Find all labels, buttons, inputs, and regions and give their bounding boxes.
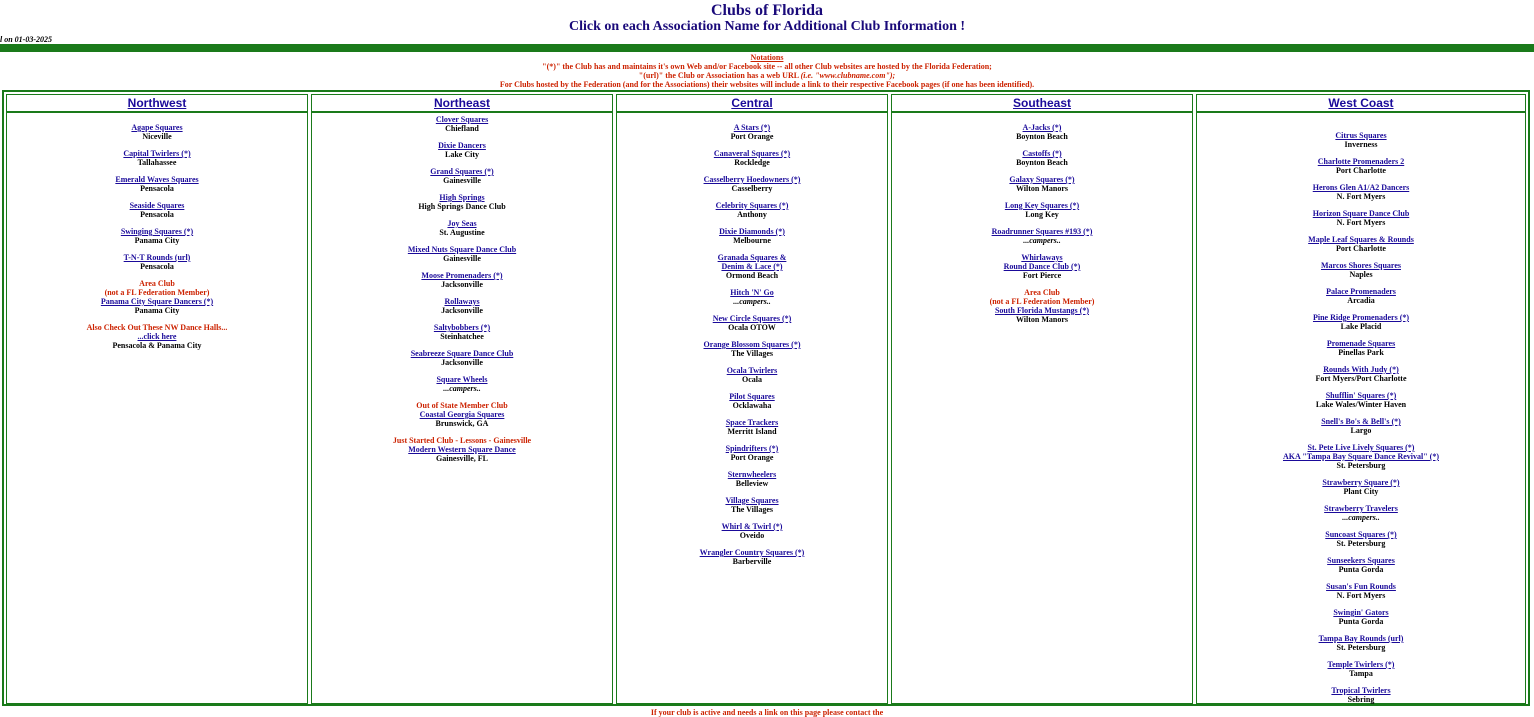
club-link[interactable]: Galaxy Squares (*) [1009, 175, 1075, 184]
club-link[interactable]: Agape Squares [131, 123, 183, 132]
club-location: Casselberry [731, 184, 773, 193]
club-link[interactable]: A Stars (*) [733, 123, 771, 132]
club-link[interactable]: Round Dance Club (*) [1003, 262, 1081, 271]
club-entry [312, 193, 612, 211]
club-link[interactable]: Grand Squares (*) [430, 167, 494, 176]
club-link[interactable]: Whirl & Twirl (*) [721, 522, 783, 531]
club-entry [617, 123, 887, 141]
club-location: Pinellas Park [1338, 348, 1384, 357]
club-link[interactable]: Spindrifters (*) [725, 444, 779, 453]
club-link[interactable]: Snell's Bo's & Bell's (*) [1321, 417, 1401, 426]
club-link[interactable]: Modern Western Square Dance [408, 445, 516, 454]
club-location: St. Petersburg [1336, 643, 1386, 652]
club-link[interactable]: Rollaways [444, 297, 480, 306]
club-link[interactable]: New Circle Squares (*) [712, 314, 792, 323]
column-northwest [4, 92, 310, 704]
club-location: Pensacola [140, 262, 174, 271]
club-link[interactable]: Castoffs (*) [1022, 149, 1062, 158]
club-location: Panama City [134, 236, 180, 245]
club-entry [7, 253, 307, 271]
club-entry [312, 349, 612, 367]
club-link[interactable]: Casselberry Hoedowners (*) [703, 175, 801, 184]
club-link[interactable]: AKA "Tampa Bay Square Dance Revival" (*) [1282, 452, 1439, 461]
club-entry [1197, 209, 1525, 227]
club-link[interactable]: Temple Twirlers (*) [1327, 660, 1395, 669]
club-link[interactable]: Mixed Nuts Square Dance Club [407, 245, 517, 254]
club-note: Just Started Club - Lessons - Gainesville [392, 436, 532, 445]
club-link[interactable]: Promenade Squares [1326, 339, 1396, 348]
club-link[interactable]: Canaveral Squares (*) [713, 149, 791, 158]
column-body-westcoast [1196, 112, 1526, 704]
club-location: Pensacola [140, 184, 174, 193]
club-entry [312, 323, 612, 341]
club-location: Jacksonville [441, 306, 483, 315]
club-entry [1197, 131, 1525, 149]
club-entry [1197, 261, 1525, 279]
club-link[interactable]: Palace Promenaders [1326, 287, 1396, 296]
club-location: Sebring [1347, 695, 1375, 704]
club-entry [1197, 608, 1525, 626]
club-location: St. Petersburg [1336, 461, 1386, 470]
club-location: Port Charlotte [1336, 244, 1386, 253]
page-title: Clubs of Florida [710, 2, 823, 19]
club-link[interactable]: Clover Squares [435, 115, 489, 124]
club-entry [892, 149, 1192, 167]
club-location: N. Fort Myers [1336, 591, 1386, 600]
club-entry [1197, 504, 1525, 522]
club-link[interactable]: A-Jacks (*) [1022, 123, 1062, 132]
club-link[interactable]: Rounds With Judy (*) [1323, 365, 1399, 374]
club-entry [617, 340, 887, 358]
club-location: Steinhatchee [440, 332, 484, 341]
club-entry [617, 149, 887, 167]
club-link[interactable]: Herons Glen A1/A2 Dancers [1312, 183, 1410, 192]
club-entry [1197, 183, 1525, 201]
club-location: Boynton Beach [1016, 158, 1068, 167]
club-link[interactable]: Capital Twirlers (*) [123, 149, 191, 158]
club-entry [312, 245, 612, 263]
club-entry [1197, 660, 1525, 678]
club-entry [1197, 339, 1525, 357]
club-location: Naples [1349, 270, 1373, 279]
club-link[interactable]: Pine Ridge Promenaders (*) [1312, 313, 1410, 322]
club-entry [312, 436, 612, 463]
club-location: Lake Placid [1340, 322, 1382, 331]
club-link[interactable]: High Springs [439, 193, 485, 202]
footer-text: If your club is active and needs a link on this page please contact the [650, 708, 884, 717]
notations-heading: Notations [750, 53, 784, 62]
club-link[interactable]: Granada Squares & [717, 253, 787, 262]
club-location: Niceville [142, 132, 172, 141]
club-entry [1197, 443, 1525, 470]
club-location: N. Fort Myers [1336, 192, 1386, 201]
club-entry [7, 227, 307, 245]
club-link[interactable]: Swingin' Gators [1333, 608, 1389, 617]
club-entry [1197, 391, 1525, 409]
club-location: Ormond Beach [725, 271, 779, 280]
club-location: ...campers.. [443, 384, 481, 393]
club-link[interactable]: Roadrunner Squares #193 (*) [991, 227, 1093, 236]
club-link[interactable]: Moose Promenaders (*) [421, 271, 503, 280]
club-link[interactable]: Swinging Squares (*) [120, 227, 194, 236]
club-entry [1197, 582, 1525, 600]
club-location: St. Augustine [439, 228, 485, 237]
club-location: Largo [1350, 426, 1372, 435]
club-link[interactable]: South Florida Mustangs (*) [994, 306, 1089, 315]
column-body-northeast [311, 112, 613, 704]
club-note: Area Club [1024, 288, 1060, 297]
club-entry [617, 366, 887, 384]
club-entry [617, 227, 887, 245]
column-header-northwest[interactable]: Northwest [6, 94, 308, 112]
notations-line-2 [0, 71, 1534, 80]
club-entry [617, 288, 887, 306]
club-location: Pensacola [140, 210, 174, 219]
club-location: Wilton Manors [1015, 315, 1069, 324]
club-note: Area Club [139, 279, 175, 288]
club-link[interactable]: Suncoast Squares (*) [1325, 530, 1397, 539]
club-entry [1197, 287, 1525, 305]
club-location: ...campers.. [733, 297, 771, 306]
club-link[interactable]: Whirlaways [1021, 253, 1063, 262]
column-body-northwest [6, 112, 308, 704]
club-entry [7, 323, 307, 350]
club-entry [617, 418, 887, 436]
club-link[interactable]: Space Trackers [725, 418, 779, 427]
club-link[interactable]: Dixie Diamonds (*) [719, 227, 785, 236]
club-entry [1197, 417, 1525, 435]
club-location: ...campers.. [1342, 513, 1380, 522]
club-link[interactable]: Saltybobbers (*) [433, 323, 491, 332]
club-entry [1197, 634, 1525, 652]
club-link[interactable]: Sunseekers Squares [1327, 556, 1395, 565]
club-entry [1197, 313, 1525, 331]
club-link[interactable]: Square Wheels [436, 375, 488, 384]
club-location: Oveido [739, 531, 765, 540]
club-entry [312, 271, 612, 289]
notations-line-2b: (i.e. "www.clubname.com"); [800, 71, 896, 80]
club-location: Ocala OTOW [728, 323, 776, 332]
column-central [614, 92, 890, 704]
club-link[interactable]: Ocala Twirlers [726, 366, 778, 375]
club-link[interactable]: Orange Blossom Squares (*) [703, 340, 801, 349]
club-location: Punta Gorda [1338, 565, 1384, 574]
club-link[interactable]: Marcos Shores Squares [1320, 261, 1401, 270]
club-entry [892, 201, 1192, 219]
club-link[interactable]: Seabreeze Square Dance Club [410, 349, 514, 358]
club-entry [1197, 530, 1525, 548]
column-westcoast [1194, 92, 1528, 704]
club-location: Boynton Beach [1016, 132, 1068, 141]
club-entry [892, 253, 1192, 280]
club-location: Merritt Island [727, 427, 777, 436]
club-location: Lake Wales/Winter Haven [1315, 400, 1407, 409]
club-entry [892, 123, 1192, 141]
club-location: Brunswick, GA [435, 419, 489, 428]
club-link[interactable]: Denim & Lace (*) [721, 262, 783, 271]
club-location: Punta Gorda [1338, 617, 1384, 626]
club-entry [1197, 235, 1525, 253]
club-location: Barberville [732, 557, 772, 566]
club-entry [312, 297, 612, 315]
club-entry [312, 167, 612, 185]
club-link[interactable]: Horizon Square Dance Club [1312, 209, 1410, 218]
column-body-southeast [891, 112, 1193, 704]
club-link[interactable]: Strawberry Travelers [1324, 504, 1398, 513]
club-entry [312, 141, 612, 159]
club-location: The Villages [730, 349, 773, 358]
page-subtitle: Click on each Association Name for Additional Club Information ! [568, 19, 966, 34]
club-link[interactable]: Joy Seas [447, 219, 477, 228]
column-header-southeast[interactable]: Southeast [891, 94, 1193, 112]
club-location: Tampa [1349, 669, 1373, 678]
club-link[interactable]: Susan's Fun Rounds [1326, 582, 1396, 591]
club-link[interactable]: Village Squares [725, 496, 779, 505]
column-header-northeast[interactable]: Northeast [311, 94, 613, 112]
divider-bar [0, 44, 1534, 52]
club-location: Jacksonville [441, 358, 483, 367]
column-header-westcoast[interactable]: West Coast [1196, 94, 1526, 112]
column-header-central[interactable]: Central [616, 94, 888, 112]
club-note: Also Check Out These NW Dance Halls... [86, 323, 228, 332]
club-location: Lake City [445, 150, 479, 159]
club-entry [617, 496, 887, 514]
notations-line-2a: "(url)" the Club or Association has a web URL [638, 71, 801, 80]
column-southeast [889, 92, 1195, 704]
club-link[interactable]: Coastal Georgia Squares [419, 410, 505, 419]
club-entry [617, 175, 887, 193]
club-location: Fort Myers/Port Charlotte [1315, 374, 1407, 383]
clubs-table [2, 90, 1530, 706]
club-link[interactable]: Tampa Bay Rounds (url) [1318, 634, 1404, 643]
club-link[interactable]: Pilot Squares [729, 392, 775, 401]
club-location: Long Key [1025, 210, 1059, 219]
club-location: Belleview [735, 479, 769, 488]
club-entry [617, 253, 887, 280]
club-location: Anthony [737, 210, 767, 219]
club-link[interactable]: Strawberry Square (*) [1322, 478, 1400, 487]
club-location: Plant City [1343, 487, 1379, 496]
club-entry [617, 548, 887, 566]
club-link[interactable]: Long Key Squares (*) [1004, 201, 1080, 210]
club-entry [617, 444, 887, 462]
club-location: Gainesville, FL [436, 454, 488, 463]
notations-block [0, 53, 1534, 89]
column-body-central [616, 112, 888, 704]
club-location: Wilton Manors [1015, 184, 1069, 193]
club-link[interactable]: Celebrity Squares (*) [715, 201, 789, 210]
club-location: ...campers.. [1023, 236, 1061, 245]
club-location: Melbourne [733, 236, 771, 245]
club-location: Fort Pierce [1022, 271, 1062, 280]
club-link[interactable]: T-N-T Rounds (url) [123, 253, 191, 262]
club-entry [1197, 478, 1525, 496]
club-location: Tallahassee [137, 158, 177, 167]
club-entry [617, 470, 887, 488]
club-link[interactable]: ...click here [137, 332, 177, 341]
last-updated: l on 01-03-2025 [0, 35, 52, 44]
club-location: Gainesville [443, 176, 481, 185]
club-entry [7, 149, 307, 167]
club-note: (not a FL Federation Member) [989, 297, 1095, 306]
club-location: Panama City [134, 306, 180, 315]
club-location: N. Fort Myers [1336, 218, 1386, 227]
club-link[interactable]: Hitch 'N' Go [730, 288, 774, 297]
club-entry [7, 201, 307, 219]
club-entry [892, 175, 1192, 193]
club-entry [1197, 365, 1525, 383]
club-entry [312, 219, 612, 237]
club-entry [1197, 556, 1525, 574]
club-location: The Villages [730, 505, 773, 514]
column-northeast [309, 92, 615, 704]
club-location: St. Petersburg [1336, 539, 1386, 548]
club-entry [7, 175, 307, 193]
club-link[interactable]: Emerald Waves Squares [115, 175, 199, 184]
club-link[interactable]: St. Pete Live Lively Squares (*) [1307, 443, 1415, 452]
club-entry [617, 392, 887, 410]
club-entry [7, 279, 307, 315]
club-entry [1197, 157, 1525, 175]
club-entry [312, 115, 612, 133]
club-note: (not a FL Federation Member) [104, 288, 210, 297]
club-entry [617, 201, 887, 219]
club-location: Ocklawaha [732, 401, 772, 410]
club-link[interactable]: Panama City Square Dancers (*) [100, 297, 214, 306]
club-link[interactable]: Sternwheelers [727, 470, 777, 479]
club-location: Port Orange [730, 453, 774, 462]
club-location: Arcadia [1347, 296, 1375, 305]
club-link[interactable]: Dixie Dancers [438, 141, 486, 150]
club-entry [892, 227, 1192, 245]
club-link[interactable]: Seaside Squares [129, 201, 185, 210]
club-entry [7, 123, 307, 141]
club-location: High Springs Dance Club [418, 202, 506, 211]
club-location: Ocala [742, 375, 762, 384]
club-location: Rockledge [734, 158, 770, 167]
notations-line-1: "(*)" the Club has and maintains it's own Web and/or Facebook site -- all other Club websites are hosted by the Florida Federation; [542, 62, 992, 71]
club-link[interactable]: Tropical Twirlers [1331, 686, 1391, 695]
club-note: Out of State Member Club [416, 401, 508, 410]
club-link[interactable]: Charlotte Promenaders 2 [1317, 157, 1405, 166]
club-location: Port Charlotte [1336, 166, 1386, 175]
club-location: Jacksonville [441, 280, 483, 289]
club-link[interactable]: Maple Leaf Squares & Rounds [1308, 235, 1414, 244]
club-entry [617, 314, 887, 332]
club-entry [892, 288, 1192, 324]
club-link[interactable]: Citrus Squares [1335, 131, 1387, 140]
club-location: Chiefland [445, 124, 479, 133]
club-link[interactable]: Shufflin' Squares (*) [1325, 391, 1397, 400]
club-location: Pensacola & Panama City [112, 341, 202, 350]
club-link[interactable]: Wrangler Country Squares (*) [699, 548, 805, 557]
club-entry [312, 375, 612, 393]
club-entry [617, 522, 887, 540]
club-entry [312, 401, 612, 428]
club-entry [1197, 686, 1525, 704]
club-location: Inverness [1344, 140, 1378, 149]
club-location: Port Orange [730, 132, 774, 141]
club-location: Gainesville [443, 254, 481, 263]
notations-line-3: For Clubs hosted by the Federation (and for the Associations) their websites will include a link to their respective Facebook pages (if one has been identified). [499, 80, 1035, 89]
